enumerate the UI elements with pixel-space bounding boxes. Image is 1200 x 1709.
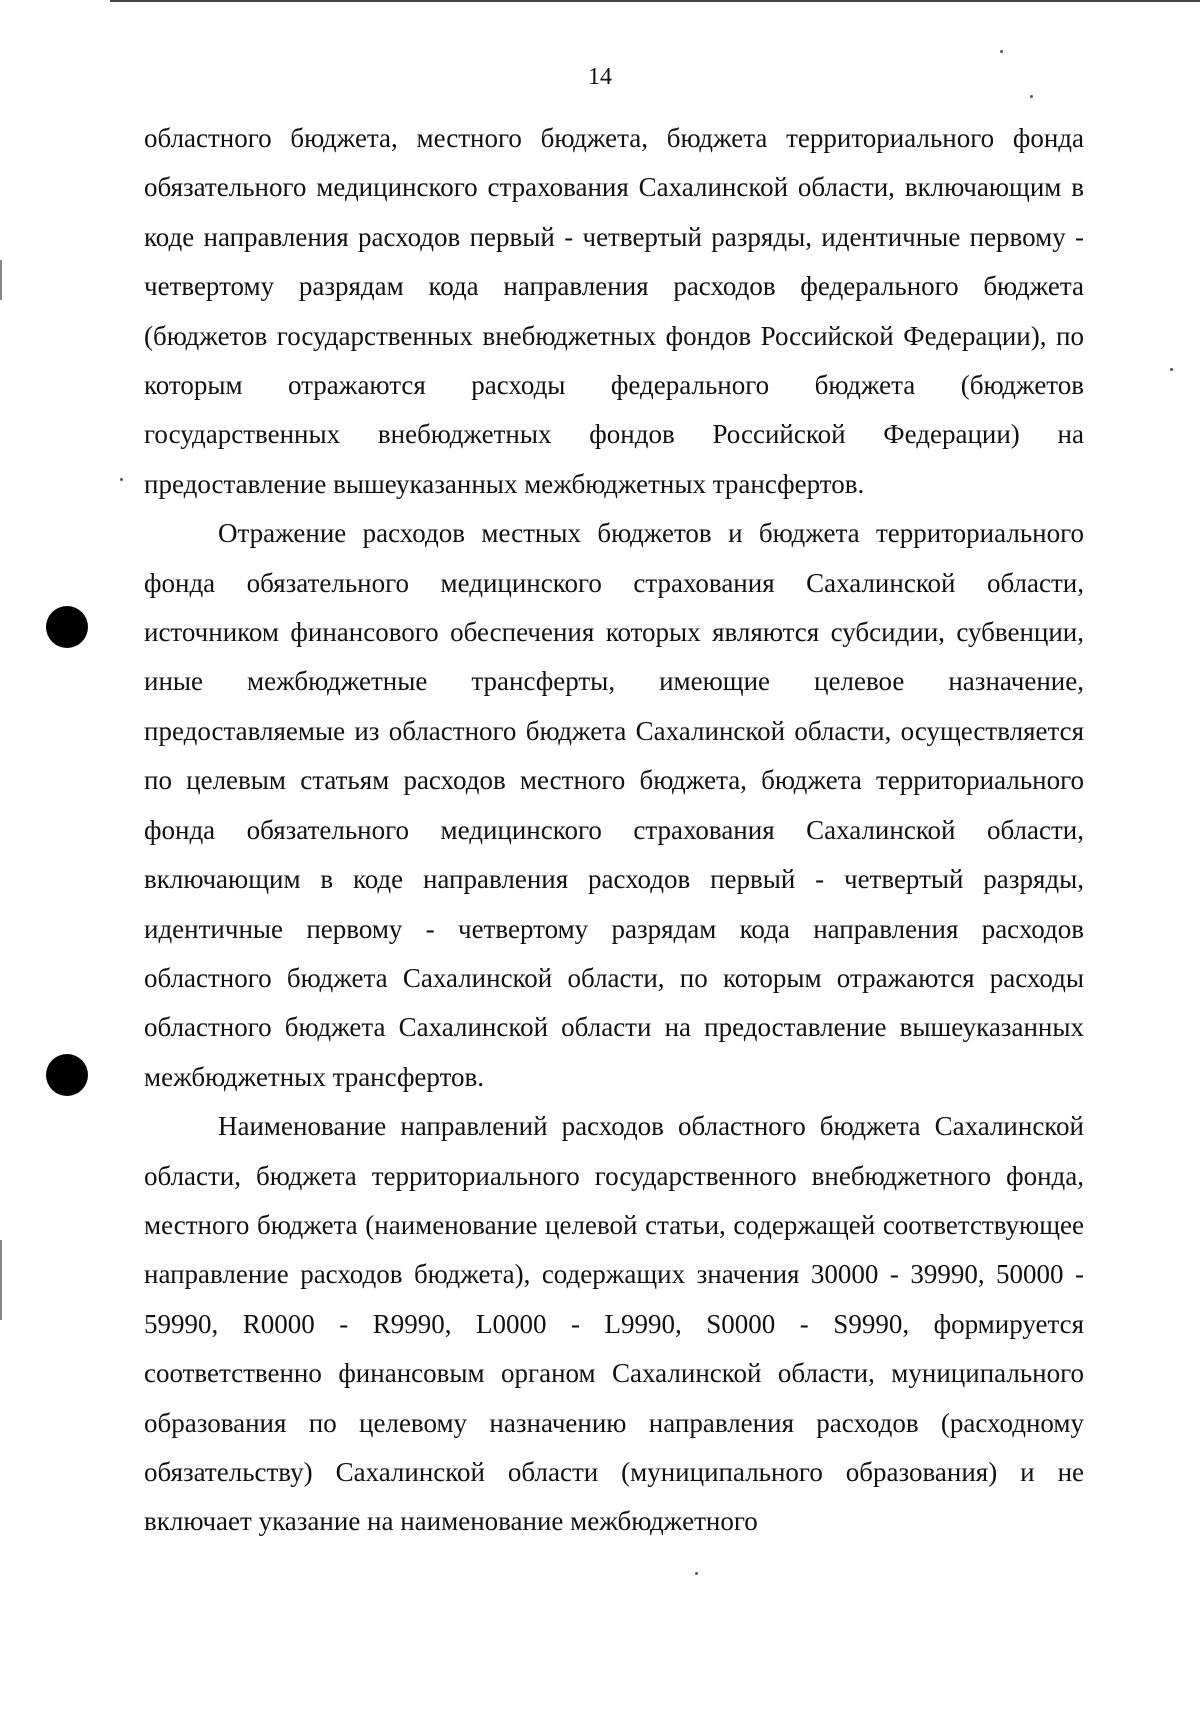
paragraph-continuation: областного бюджета, местного бюджета, бюджета территориального фонда обязательного медицинского страхования Сахалинской области, включающим в коде направления расходов первый - четвертый разряды, идентичные первому - четвертому разрядам кода направления расходов федерального бюджета (бюджетов государственных внебюджетных фондов Российской Федерации), по которым отражаются расходы федерального бюджета (бюджетов государственных внебюджетных фондов Российской Федерации) на предоставление вышеуказанных межбюджетных трансфертов. <box>144 123 1084 499</box>
page-number: 14 <box>588 64 612 90</box>
scan-edge-mark <box>0 1240 2 1320</box>
top-edge-rule <box>110 0 1200 2</box>
scan-speck <box>695 1572 698 1575</box>
body-text <box>144 114 1084 1547</box>
punch-hole-mark <box>46 1054 88 1096</box>
scan-edge-mark <box>0 260 2 300</box>
paragraph-local-budgets: Отражение расходов местных бюджетов и бюджета территориального фонда обязательного медицинского страхования Сахалинской области, источником финансового обеспечения которых являются субсидии, субвенции, иные межбюджетные трансферты, имеющие целевое назначение, предоставляемые из областного бюджета Сахалинской области, осуществляется по целевым статьям расходов местного бюджета, бюджета территориального фонда обязательного медицинского страхования Сахалинской области, включающим в коде направления расходов первый - четвертый разряды, идентичные первому - четвертому разрядам кода направления расходов областного бюджета Сахалинской области, по которым отражаются расходы областного бюджета Сахалинской области на предоставление вышеуказанных межбюджетных трансфертов. <box>144 518 1084 1092</box>
scan-speck <box>1000 50 1003 53</box>
scan-speck <box>1170 368 1173 371</box>
paragraph-naming: Наименование направлений расходов областного бюджета Сахалинской области, бюджета территориального государственного внебюджетного фонда, местного бюджета (наименование целевой статьи, содержащей соответствующее направление расходов бюджета), содержащих значения 30000 - 39990, 50000 - 59990, R0000 - R9990, L0000 - L9990, S0000 - S9990, формируется соответственно финансовым органом Сахалинской области, муниципального образования по целевому назначению направления расходов (расходному обязательству) Сахалинской области (муниципального образования) и не включает указание на наименование межбюджетного <box>144 1111 1084 1537</box>
scan-speck <box>1030 95 1033 98</box>
punch-hole-mark <box>46 606 88 648</box>
scan-speck <box>120 478 123 481</box>
